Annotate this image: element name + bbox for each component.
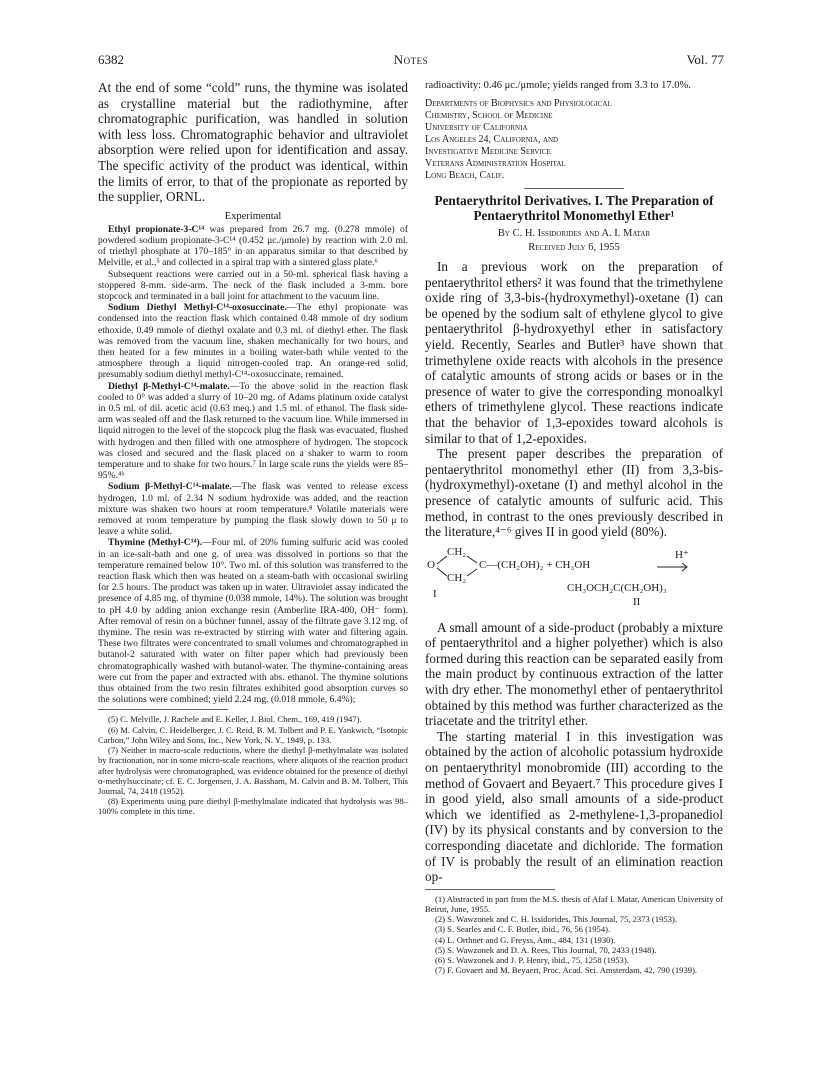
product-label: II [633, 595, 641, 608]
procedure-ethyl-propionate [98, 224, 408, 269]
body-paragraph: A small amount of a side-product (probably a mixture of pentaerythritol and a higher polyether) which is also formed during this reaction can be separated easily from the main product by continuous extraction of the latter with dry ether. The monomethyl ether of pentaerythritol obtained by this method was further characterized as the triacetate and the tritrityl ether. [425, 619, 723, 729]
right-column [425, 80, 723, 975]
footnote: (7) Neither in macro-scale reductions, where the diethyl β-methylmalate was isolated by fractionation, nor in some micro-scale reactions, where aliquots of the reaction product after hydrolysis were chromatographed, was evidence obtained for the presence of diethyl α-methylsuccinate; cf. E. C. Jorgensen, J. A. Bassham, M. Calvin and B. M. Tolbert, This Journal, 74, 2418 (1952). [98, 745, 408, 796]
affiliation-line: Veterans Administration Hospital [425, 158, 566, 169]
article-authors: By C. H. Issidorides and A. I. Matar [497, 228, 651, 239]
intro-paragraph: At the end of some “cold” runs, the thymine was isolated as crystalline material but the radiothymine, after chromatographic purification, was handled in solution with less loss. Chromatographic behavior and ultraviolet absorption were relied upon for identification and assay. The specific activity of the product was identical, within the limits of error, to that of the propionate as reported by the supplier, ORNL. [98, 80, 408, 205]
footnote: (5) C. Melville, J. Rachele and E. Keller, J. Biol. Chem., 169, 419 (1947). [108, 714, 362, 725]
reaction-equation [425, 546, 723, 614]
footnote: (2) S. Wawzonek and C. H. Issidorides, This Journal, 75, 2373 (1953). [435, 914, 677, 925]
ring-ch2-top: CH₂ [447, 545, 467, 558]
procedure-body: —To the above solid in the reaction flask cooled to 0° was added a slurry of 10–20 mg. of Adams platinum oxide catalyst in 0.5 ml. of dil. acetic acid (0.63 meq.) and 1.5 ml. of ethanol. The flask side-arm was sealed off and the flask returned to the vacuum line. While immersed in liquid nitrogen to the level of the stopcock plug the flask was evacuated, flushed with hydrogen and then filled with one atmosphere of hydrogen. The stopcock was closed and secured and the flask placed on a shaker to warm to room temperature and to shake for two hours.⁷ In large scale runs the yields were 85–95%.⁴ᵇ [98, 380, 408, 482]
procedure-title: Sodium Diethyl Methyl-C¹⁴-oxosuccinate. [108, 302, 287, 314]
product-formula: CH₃OCH₂C(CH₂OH)₃ [567, 581, 667, 594]
catalyst-label: H⁺ [675, 548, 689, 561]
reactant-label: I [433, 587, 437, 600]
procedure-diethyl-malate [98, 381, 408, 482]
page-header [98, 52, 724, 72]
footnote: (1) Abstracted in part from the M.S. thesis of Afaf I. Matar, American University of Beirut, June, 1955. [425, 893, 723, 914]
procedure-apparatus: Subsequent reactions were carried out in a 50-ml. spherical flask having a stoppered 8-mm. side-arm. The neck of the flask included a 3-mm. bore stopcock and terminated in a ball joint for attachment to the vacuum line. [98, 268, 408, 302]
footnote: (6) M. Calvin, C. Heidelberger, J. C. Reid, B. M. Tolbert and P. E. Yankwich, “Isotopic Carbon,” John Wiley and Sons, Inc., New York, N. Y., 1949, p. 133. [98, 724, 408, 745]
article-title: Pentaerythritol Derivatives. I. The Preparation of Pentaerythritol Monomethyl Ether¹ [434, 193, 714, 223]
footnote: (8) Experiments using pure diethyl β-methylmalate indicated that hydrolysis was 98–100% complete in this time. [98, 796, 408, 817]
procedure-body: was prepared from 26.7 mg. (0.278 mmole) of powdered sodium propionate-3-C¹⁴ (0.452 μc./μmole) by reaction with 2.0 ml. of triethyl phosphate at 170–185° in an apparatus similar to that described by Melville, et al.,⁵ and collected in a spiral trap with a sintered glass plate.⁶ [98, 223, 408, 269]
affiliation-line: Long Beach, Calif. [425, 170, 505, 181]
footnote: (6) S. Wawzonek and J. P. Henry, ibid., 75, 1258 (1953). [435, 955, 629, 965]
reactant-formula: C—(CH₂OH)₂ + CH₃OH [479, 558, 591, 571]
body-paragraph: In a previous work on the preparation of pentaerythritol ethers² it was found that the trimethylene oxide ring of 3,3-bis-(hydroxymethyl)-oxetane (I) can be opened by the sodium salt of ethylene glycol to give pentaerythritol β-hydroxyethyl ether in satisfactory yield. Recently, Searles and Butler³ have shown that trimethylene oxide reacts with alcohols in the presence of catalytic amounts of strong acids or bases or in the presence of water to give the corresponding monoalkyl ethers of trimethylene glycol. These reactions indicate that the behavior of 1,3-epoxides toward alcohols is similar to that of 1,2-epoxides. [425, 259, 723, 446]
body-paragraph: The present paper describes the preparation of pentaerythritol monomethyl ether (II) from 3,3-bis-(hydroxymethyl)-oxetane (I) and methyl alcohol in the presence of catalytic amounts of sulfuric acid. This method, in contrast to the ones previously described in the literature,⁴⁻⁶ gives II in good yield (80%). [425, 446, 723, 540]
received-date: Received July 6, 1955 [528, 242, 620, 253]
procedure-sodium-malate [98, 481, 408, 537]
affiliation-line: Investigative Medicine Service [425, 146, 551, 157]
footnote: (4) L. Orthner and G. Freyss, Ann., 484, 131 (1930). [435, 934, 616, 945]
section-title: Notes [393, 52, 429, 67]
footnote: (5) S. Wawzonek and D. A. Rees, This Journal, 70, 2433 (1948). [435, 944, 657, 955]
ring-ch2-bottom: CH₂ [447, 571, 467, 584]
procedure-title: Ethyl propionate-3-C¹⁴ [108, 223, 205, 235]
affiliation-line: Los Angeles 24, California, and [425, 134, 559, 145]
volume-label: Vol. 77 [686, 52, 724, 67]
affiliation-line: Departments of Biophysics and Physiological [425, 98, 612, 109]
procedure-title: Diethyl β-Methyl-C¹⁴-malate. [108, 380, 230, 392]
footnote-divider [425, 889, 555, 890]
affiliation-line: University of California [425, 122, 528, 133]
body-paragraph: The starting material I in this investigation was obtained by the action of alcoholic potassium hydroxide on pentaerythrityl monobromide (III) according to the method of Govaert and Beyaert.⁷ This procedure gives I in good yield, also small amounts of a side-product which we identified as 2-methylene-1,3-propanediol (IV) by its physical constants and by conversion to the corresponding diacetate and dichloride. The formation of IV is probably the result of an elimination reaction op- [425, 728, 723, 885]
left-column [98, 80, 408, 817]
author-affiliation [425, 98, 723, 182]
procedure-title: Sodium β-Methyl-C¹⁴-malate. [108, 481, 232, 493]
procedure-body: —Four ml. of 20% fuming sulfuric acid was cooled in an ice-salt-bath and one g. of urea was dissolved in portions so that the temperature remained below 10°. Two ml. of this solution was transferred to the reaction flask which then was heated on a steam-bath with occasional swirling for 2.5 hours. The product was taken up in water. Ultraviolet assay indicated the presence of 4.85 mg. of thymine (0.038 mmole, 14%). The solution was brought to pH 4.0 by adding anion exchange resin (Amberlite IRA-400, OH⁻ form). After removal of resin on a büchner funnel, assay of the filtrate gave 3.12 mg. of thymine. The resin was re-extracted by stirring with water and filtering again. These two filtrates were concentrated to small volumes and chromatographed in butanol-2 saturated with water on filter paper which had previously been chromatographically washed with butanol-water. The thymine-containing areas were cut from the paper and extracted with abs. ethanol. The thymine solutions thus obtained from the two resin filtrates exhibited good absorption curves so the solutions were combined; yield 2.24 mg. (0.018 mmole, 6.4%); [98, 537, 408, 706]
procedure-body: —The ethyl propionate was condensed into the reaction flask which contained 0.48 mmole of dry sodium ethoxide, 0.49 mmole of diethyl oxalate and 0.3 ml. of diethyl ether. The flask was removed from the vacuum line, shaken mechanically for two hours, and then heated for a few minutes in a boiling water-bath while vented to the atmosphere through a liquid nitrogen-cooled trap. An orange-red solid, presumably sodium diethyl methyl-C¹⁴-oxosuccinate, remained. [98, 302, 408, 381]
procedure-title: Thymine (Methyl-C¹⁴). [108, 537, 203, 549]
experimental-heading: Experimental [224, 210, 282, 222]
procedure-oxosuccinate [98, 302, 408, 380]
footnote: (3) S. Searles and C. F. Butler, ibid., 76, 56 (1954). [435, 924, 611, 935]
article-divider [524, 188, 624, 189]
procedure-thymine [98, 537, 408, 705]
affiliation-line: Chemistry, School of Medicine [425, 110, 553, 121]
continuation-text: radioactivity: 0.46 μc./μmole; yields ranged from 3.3 to 17.0%. [425, 80, 691, 91]
procedure-body: —The flask was vented to release excess hydrogen, 1.0 ml. of 2.34 N sodium hydroxide was added, and the reaction mixture was shaken two hours at room temperature.⁸ Volatile materials were removed at room temperature by pumping the flask slowly down to 50 μ to leave a white solid. [98, 481, 408, 538]
footnote: (7) F. Govaert and M. Beyaert, Proc. Acad. Sci. Amsterdam, 42, 790 (1939). [435, 965, 698, 976]
footnote-divider [98, 709, 228, 710]
page-number: 6382 [98, 52, 124, 67]
ring-oxygen: O [427, 558, 435, 571]
